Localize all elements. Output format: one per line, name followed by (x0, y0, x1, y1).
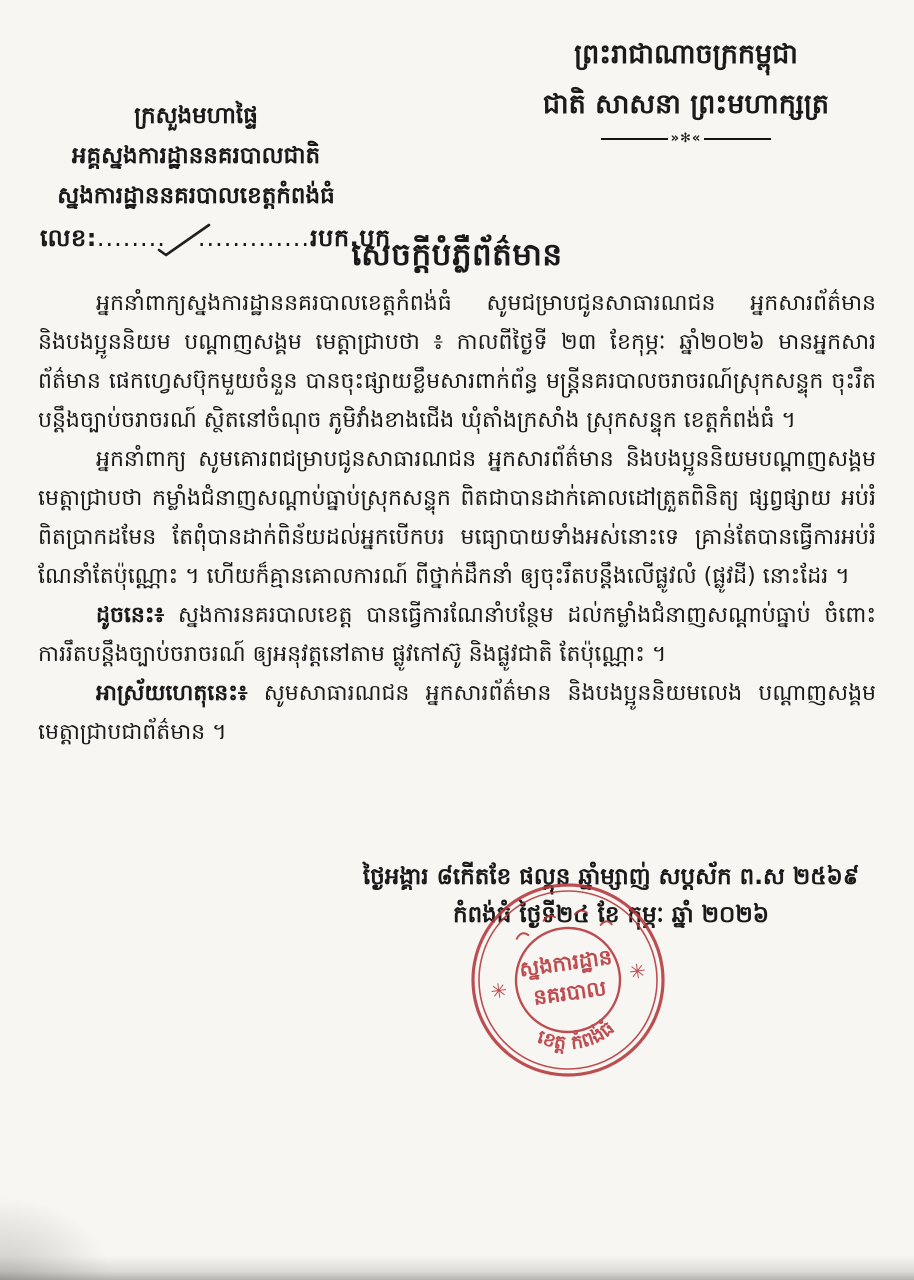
paragraph-3-lead: ដូចនេះ៖ (96, 603, 165, 628)
gregorian-date: កំពង់ធំ ថ្ងៃទី២៤ ខែ កុម្ភៈ ឆ្នាំ ២០២៦ (452, 902, 770, 928)
kingdom-header-line2: ជាតិ សាសនា ព្រះមហាក្សត្រ (542, 89, 830, 120)
seal-center-line2: នគរបាល (531, 975, 608, 1010)
seal-bottom-arc-text: ខេត្ត កំពង់ធំ (534, 1017, 619, 1055)
letterhead-ministry: ក្រសួងមហាផ្ទៃ (134, 103, 258, 129)
letterhead-general-commissariat: អគ្គស្នងការដ្ឋាននគរបាលជាតិ (71, 143, 321, 169)
ornamental-divider (601, 132, 771, 146)
paragraph-3 (38, 596, 876, 674)
paragraph-4-text: សូមសាធារណជន អ្នកសារព័ត៌មាន និងបងប្អូននិយមលេង បណ្តាញសង្គម មេត្តាជ្រាបជាព័ត៌មាន ។ (38, 681, 876, 745)
official-seal (468, 880, 668, 1080)
page-corner-shade (0, 1190, 120, 1280)
dotted-rule: ........ (96, 224, 166, 252)
paragraph-2: អ្នកនាំពាក្យ សូមគោរពជម្រាបជូនសាធារណជន អ្នកសារព័ត៌មាន និងបងប្អូននិយមបណ្តាញសង្គម មេត្តាជ្រាបថា កម្លាំងជំនាញសណ្តាប់ធ្នាប់ស្រុកសន្ទុក ពិតជាបានដាក់គោលដៅត្រួតពិនិត្យ ផ្សព្វផ្សាយ អប់រំ ពិតប្រាកដមែន តែពុំបានដាក់ពិន័យដល់អ្នកបើកបរ មធ្យោបាយទាំងអស់នោះទេ គ្រាន់តែបានធ្វើការអប់រំ ណែនាំតែប៉ុណ្ណោះ ។ ហើយក៏គ្មានគោលការណ៍ ពីថ្នាក់ដឹកនាំ ឲ្យចុះរឹតបន្តឹងលើផ្លូវលំ (ផ្លូវដី) នោះដែរ ។ (38, 447, 876, 589)
paragraph-4 (38, 674, 876, 752)
kingdom-header-line1: ព្រះរាជាណាចក្រកម្ពុជា (574, 39, 798, 70)
reference-number-label: លេខ: (40, 224, 97, 252)
paragraph-3-text: ស្នងការនគរបាលខេត្ត បានធ្វើការណែនាំបន្ថែម ដល់កម្លាំងជំនាញសណ្តាប់ធ្នាប់ ចំពោះការរឹតបន្តឹងច្បាប់ចរាចរណ៍ ឲ្យអនុវត្តនៅតាម ផ្លូវកៅស៊ូ និងផ្លូវជាតិ តែប៉ុណ្ណោះ ។ (38, 603, 876, 667)
lunar-date: ថ្ងៃអង្គារ ៨កើតខែ ផល្គុន ឆ្នាំម្សាញ់ សប្តស័ក ព.ស ២៥៦៩ (362, 864, 860, 890)
paragraph-1: អ្នកនាំពាក្យស្នងការដ្ឋាននគរបាលខេត្តកំពង់ធំ សូមជម្រាបជូនសាធារណជន អ្នកសារព័ត៌មាន និងបងប្អូននិយម បណ្តាញសង្គម មេត្តាជ្រាបថា ៖ កាលពីថ្ងៃទី ២៣ ខែកុម្ភៈ ឆ្នាំ២០២៦ មានអ្នកសារព័ត៌មាន ផេកហ្វេសប៊ុកមួយចំនួន បានចុះផ្សាយខ្លឹមសារពាក់ព័ន្ធ មន្ត្រីនគរបាលចរាចរណ៍ស្រុកសន្ទុក ចុះរឹតបន្តឹងច្បាប់ចរាចរណ៍ ស្ថិតនៅចំណុច ភូមិវាំងខាងជើង ឃុំតាំងក្រសាំង ស្រុកសន្ទុក ខេត្តកំពង់ធំ ។ (38, 291, 876, 433)
divider-ornament-icon: »✻« (670, 131, 702, 146)
seal-star-left-icon: ✳ (488, 977, 509, 1004)
document-title: សេចក្តីបំភ្លឺព័ត៌មាន (351, 237, 563, 273)
document-body (38, 284, 876, 752)
seal-top-ornament (514, 907, 612, 939)
seal-star-right-icon: ✳ (627, 958, 648, 985)
letterhead (28, 96, 391, 258)
dotted-rule: ............. (197, 224, 311, 252)
paragraph-4-lead: អាស្រ័យហេតុនេះ៖ (96, 681, 248, 706)
seal-center-line1: ស្នងការដ្ឋាន (517, 944, 614, 982)
letterhead-provincial-commissariat: ស្នងការដ្ឋាននគរបាលខេត្តកំពង់ធំ (57, 183, 335, 209)
reference-number-suffix: របក.បក (310, 224, 391, 252)
kingdom-header (468, 30, 904, 146)
